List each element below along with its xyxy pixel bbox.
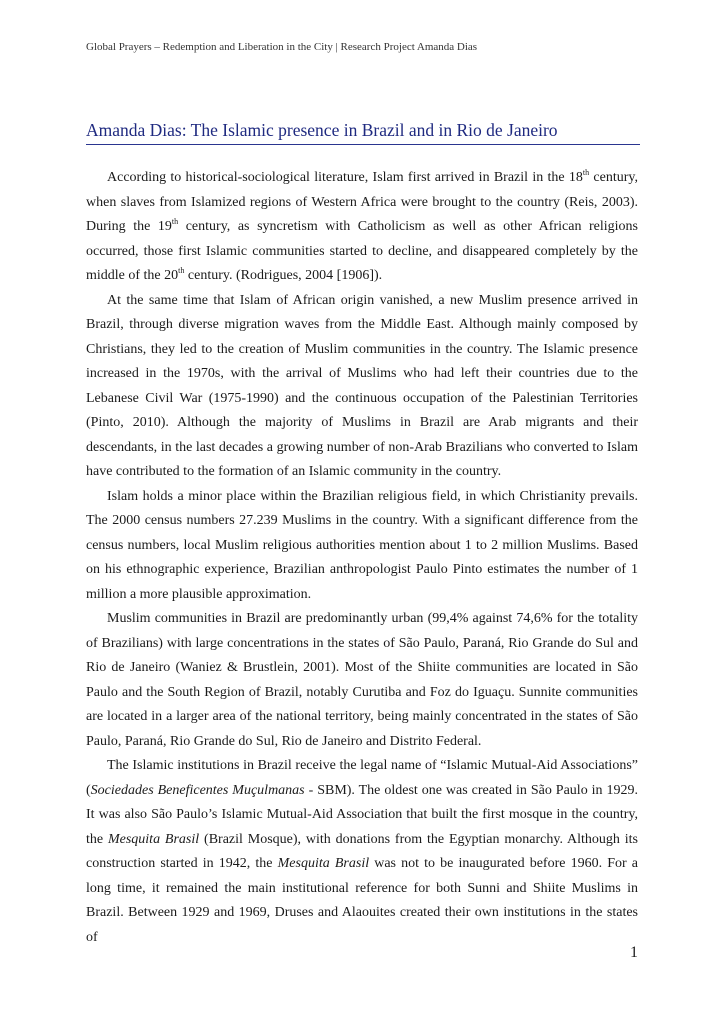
text-run: - SBM). The oldest one was created in São Paulo in 1929. It was also São Paulo’s Islamic Mutual-Aid Association that built the first mosque in the country, the [86,782,638,847]
text-run: century, as syncretism with Catholicism as well as other African religions occurred, those first Islamic communities started to decline, and disappeared completely by the middle of the 20 [86,219,638,283]
paragraph-2: At the same time that Islam of African origin vanished, a new Muslim presence arrived in Brazil, through diverse migration waves from the Middle East. Although mainly composed by Christians, they led to the creation of Muslim communities in the country. The Islamic presence increased in the 1970s, with the arrival of Muslims who had left their countries due to the Lebanese Civil War (1975-1990) and the continuous occupation of the Palestinian Territories (Pinto, 2010). Although the majority of Muslims in Brazil are Arab migrants and their descendants, in the last decades a growing number of non-Arab Brazilians who converted to Islam have contributed to the formation of an Islamic community in the country. [86,292,638,479]
text-run: According to historical-sociological literature, Islam first arrived in Brazil in the 18 [107,170,583,185]
text-run: century. (Rodrigues, 2004 [1906]). [184,268,383,283]
superscript: th [171,217,179,226]
italic-term: Mesquita Brasil [107,831,200,847]
text-run: was not to be inaugurated before 1960. For a long time, it remained the main institutional reference for both Sunni and Shiite Muslims in Brazil. Between 1929 and 1969, Druses and Alaouites created their own institutions in the states of [86,856,638,945]
paragraph-5 [86,754,638,950]
running-header: Global Prayers – Redemption and Liberation in the City | Research Project Amanda Dias [86,41,478,53]
page-number: 1 [630,944,638,961]
italic-term: Sociedades Beneficentes Muçulmanas [90,782,305,798]
text-run: (Brazil Mosque), with donations from the Egyptian monarchy. Although its construction started in 1942, the [86,831,639,871]
paragraph-1 [86,166,638,289]
body-text [86,166,638,950]
paragraph-4: Muslim communities in Brazil are predominantly urban (99,4% against 74,6% for the totality of Brazilians) with large concentrations in the states of São Paulo, Paraná, Rio Grande do Sul and Rio de Janeiro (Waniez & Brustlein, 2001). Most of the Shiite communities are located in São Paulo and the South Region of Brazil, notably Curutiba and Foz do Iguaçu. Sunnite communities are located in a larger area of the national territory, being mainly concentrated in the states of São Paulo, Paraná, Rio Grande do Sul, Rio de Janeiro and Distrito Federal. [86,611,638,749]
paragraph-3: Islam holds a minor place within the Brazilian religious field, in which Christianity prevails. The 2000 census numbers 27.239 Muslims in the country. With a significant difference from the census numbers, local Muslim religious authorities mention about 1 to 2 million Muslims. Based on his ethnographic experience, Brazilian anthropologist Paulo Pinto estimates the number of 1 million a more plausible approximation. [86,488,638,602]
italic-term: Mesquita Brasil [277,856,370,871]
superscript: th [178,266,185,275]
document-title: Amanda Dias: The Islamic presence in Brazil and in Rio de Janeiro [86,120,640,145]
superscript: th [582,168,590,177]
text-run: The Islamic institutions in Brazil receive the legal name of “Islamic Mutual-Aid Associations” ( [86,758,638,798]
text-run: century, when slaves from Islamized regions of Western Africa were brought to the country (Reis, 2003). During the 19 [86,170,638,234]
